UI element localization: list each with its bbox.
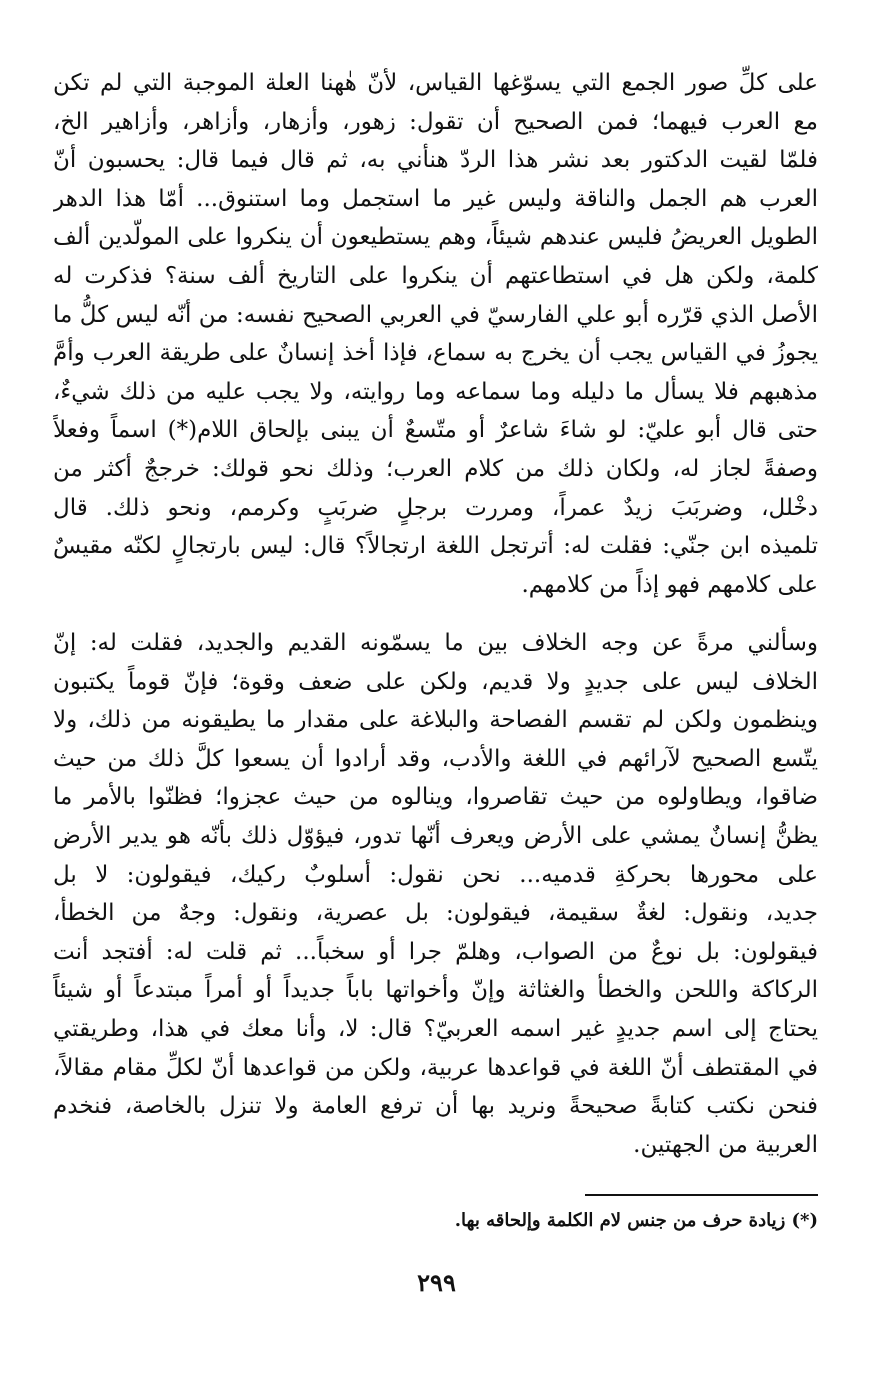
- text-line: وينظمون ولكن لم تقسم الفصاحة والبلاغة على مقدار ما يطيقونه من ذلك، ولا: [53, 707, 818, 734]
- footnote-divider: [585, 1194, 818, 1196]
- text-line: وسألني مرةً عن وجه الخلاف بين ما يسمّونه القديم والجديد، فقلت له: إنّ: [53, 630, 818, 656]
- text-line: دخْلل، وضربَبَ زيدٌ عمراً، ومررت برجلٍ ضربَبٍ وكرمم، ونحو ذلك. قال: [53, 494, 818, 521]
- text-line: العربية من الجهتين.: [633, 1131, 818, 1158]
- text-line: العرب هم الجمل والناقة وليس غير ما استجمل وما استنوق... أمّا هذا الدهر: [53, 185, 818, 212]
- text-line: فنحن نكتب كتابةً صحيحةً ونريد بها أن ترفع العامة ولا تنزل بالخاصة، فنخدم: [53, 1093, 818, 1120]
- text-line: على كلامهم فهو إذاً من كلامهم.: [521, 571, 818, 598]
- text-line: كلمة، ولكن هل في استطاعتهم أن ينكروا على التاريخ ألف سنة؟ فذكرت له: [53, 263, 818, 289]
- text-line: الخلاف ليس على جديدٍ ولا قديم، ولكن على ضعف وقوة؛ فإنّ قوماً يكتبون: [53, 668, 818, 695]
- text-line: يجوزُ في القياس يجب أن يخرج به سماع، فإذا أخذ إنسانٌ على طريقة العرب وأمَّ: [53, 340, 818, 367]
- text-line: جديد، ونقول: لغةٌ سقيمة، فيقولون: بل عصرية، ونقول: وجهٌ من الخطأ،: [53, 900, 818, 927]
- text-line: الأصل الذي قرّره أبو علي الفارسيّ في العربي الصحيح نفسه: من أنّه ليس كلُّ ما: [53, 301, 818, 328]
- text-line: الركاكة واللحن والخطأ والغثاثة وإنّ وأخواتها باباً جديداً أو أمراً مبتدعاً أو شيئاً: [53, 977, 818, 1004]
- text-line: يتّسع الصحيح لآرائهم في اللغة والأدب، وقد أرادوا أن يسعوا كلَّ ذلك من حيث: [53, 745, 818, 772]
- text-line: ضاقوا، ويطاولوه من حيث تقاصروا، وينالوه من حيث عجزوا؛ فظنّوا بالأمر ما: [53, 784, 818, 811]
- text-line: على كلِّ صور الجمع التي يسوّغها القياس، لأنّ هٰهنا العلة الموجبة التي لم تكن: [53, 70, 818, 96]
- text-line: على محورها بحركةِ قدميه... نحن نقول: أسلوبٌ ركيك، فيقولون: لا بل: [53, 861, 818, 888]
- text-line: مذهبهم فلا يسأل ما دليله وما سماعه وما روايته، ولا يجب عليه من ذلك شيءٌ،: [53, 378, 818, 405]
- text-line: الطويل العريضُ فليس عندهم شيئاً، وهم يستطيعون أن ينكروا على المولّدين ألف: [53, 224, 818, 251]
- text-line: حتى قال أبو عليّ: لو شاءَ شاعرٌ أو متّسعٌ أن يبنى بإلحاق اللام(*) اسماً وفعلاً: [53, 417, 818, 444]
- text-line: فيقولون: بل نوعٌ من الصواب، وهلمّ جرا أو سخباً... ثم قلت له: أفتجد أنت: [53, 938, 818, 965]
- text-line: يظنُّ إنسانٌ يمشي على الأرض ويعرف أنّها تدور، فيؤوّل ذلك بأنّه هو يدير الأرض: [53, 823, 818, 849]
- text-line: فلمّا لقيت الدكتور بعد نشر هذا الردّ هنأني به، ثم قال فيما قال: يحسبون أنّ: [53, 147, 818, 174]
- text-line: وصفةً لجاز له، ولكان ذلك من كلام العرب؛ وذلك نحو قولك: خرججٌ أكثر من: [53, 456, 818, 482]
- footnote: (*) زيادة حرف من جنس لام الكلمة وإلحاقه بها.: [454, 1210, 818, 1231]
- text-line: مع العرب فيهما؛ فمن الصحيح أن تقول: زهور، وأزهار، وأزاهر، وأزاهير الخ،: [53, 108, 818, 135]
- page-number: ٢٩٩: [417, 1268, 456, 1297]
- text-line: في المقتطف أنّ اللغة في قواعدها عربية، ولكن من قواعدها أنّ لكلِّ مقام مقالاً،: [53, 1054, 818, 1081]
- text-line: تلميذه ابن جنّي: فقلت له: أترتجل اللغة ارتجالاً؟ قال: ليس بارتجالٍ لكنّه مقيسٌ: [53, 533, 818, 560]
- text-line: يحتاج إلى اسم جديدٍ غير اسمه العربيّ؟ قال: لا، وأنا معك في هذا، وطريقتي: [53, 1016, 818, 1042]
